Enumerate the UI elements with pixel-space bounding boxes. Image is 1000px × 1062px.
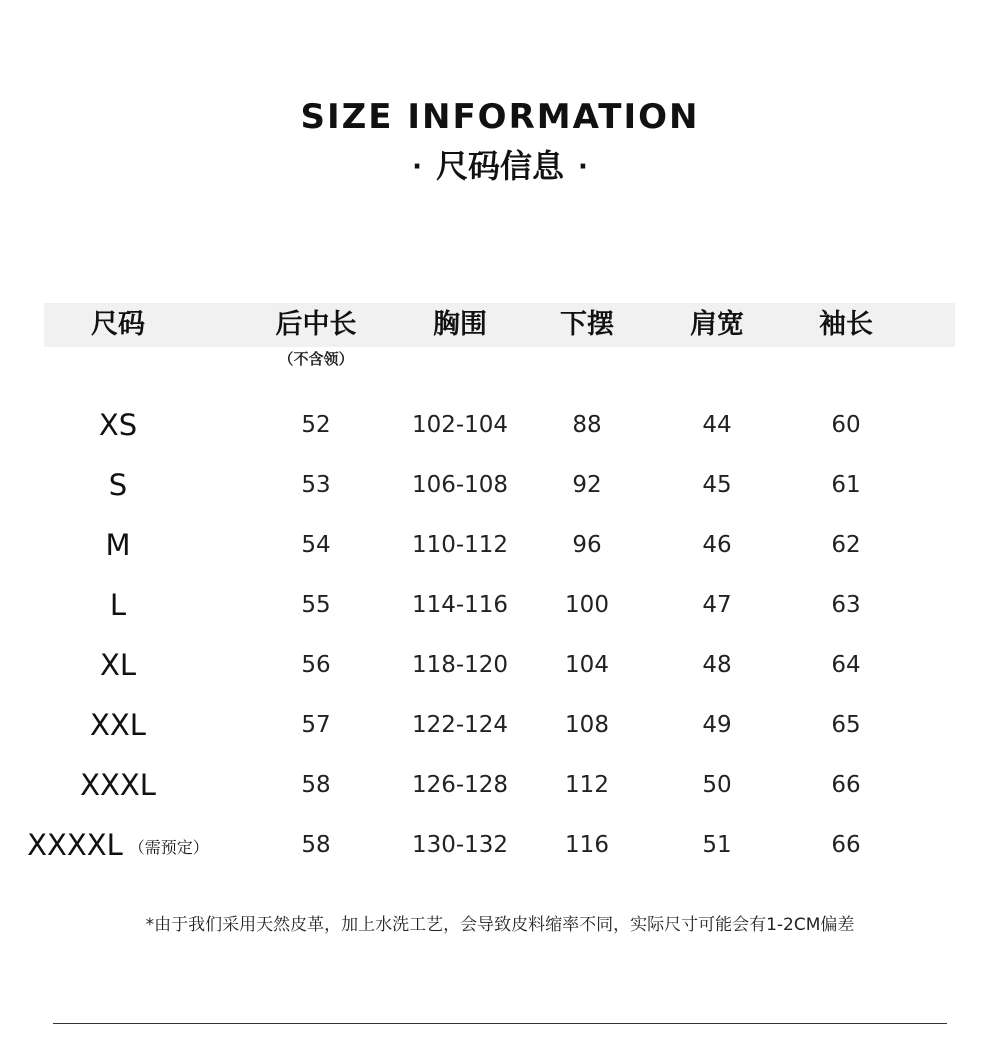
table-row	[0, 765, 1000, 805]
shoulder-cell: 50	[702, 772, 732, 798]
footnote: *由于我们采用天然皮革，加上水洗工艺，会导致皮料缩率不同，实际尺寸可能会有1-2CM偏差	[145, 915, 855, 935]
hem-cell: 96	[572, 532, 602, 558]
table-row	[0, 405, 1000, 445]
size-cell	[90, 705, 146, 745]
sleeve-cell: 63	[831, 592, 861, 618]
size-cell	[80, 765, 156, 805]
sleeve-cell: 62	[831, 532, 861, 558]
back-length-cell: 58	[301, 772, 331, 798]
back-length-cell: 57	[301, 712, 331, 738]
size-note: （需预定）	[128, 838, 209, 857]
size-cell	[105, 525, 130, 565]
column-header-back-length: 后中长	[275, 309, 357, 340]
page-title-cn-text: 尺码信息	[435, 147, 564, 185]
back-length-cell: 52	[301, 412, 331, 438]
sleeve-cell: 60	[831, 412, 861, 438]
chest-cell: 130-132	[411, 832, 509, 858]
chest-cell: 106-108	[411, 472, 509, 498]
chest-cell: 102-104	[411, 412, 509, 438]
page-title-en: SIZE INFORMATION	[300, 97, 700, 137]
chest-cell: 122-124	[411, 712, 509, 738]
size-cell	[27, 825, 209, 865]
chest-cell: 118-120	[411, 652, 509, 678]
sleeve-cell: 64	[831, 652, 861, 678]
size-cell	[99, 405, 137, 445]
size-label: S	[108, 468, 128, 502]
column-header-subnote: （不含领）	[278, 350, 354, 368]
size-label: XS	[98, 408, 138, 442]
size-cell	[109, 465, 127, 505]
hem-cell: 100	[565, 592, 609, 618]
sleeve-cell: 65	[831, 712, 861, 738]
back-length-cell: 58	[301, 832, 331, 858]
hem-cell: 88	[572, 412, 602, 438]
column-header-chest: 胸围	[433, 309, 487, 340]
size-label: XXXL	[80, 768, 156, 802]
size-label: XL	[99, 648, 137, 682]
table-row	[0, 585, 1000, 625]
hem-cell: 116	[565, 832, 609, 858]
chest-cell: 114-116	[411, 592, 509, 618]
hem-cell: 92	[572, 472, 602, 498]
table-row	[0, 705, 1000, 745]
column-header-shoulder: 肩宽	[690, 309, 744, 340]
column-header-sleeve: 袖长	[819, 309, 873, 340]
shoulder-cell: 45	[702, 472, 732, 498]
shoulder-cell: 48	[702, 652, 732, 678]
chest-cell: 110-112	[411, 532, 509, 558]
table-row	[0, 825, 1000, 865]
shoulder-cell: 47	[702, 592, 732, 618]
size-cell	[110, 585, 126, 625]
size-cell	[100, 645, 136, 685]
shoulder-cell: 51	[702, 832, 732, 858]
table-row	[0, 645, 1000, 685]
bottom-divider	[53, 1023, 947, 1024]
page-title-cn	[0, 144, 1000, 189]
shoulder-cell: 44	[702, 412, 732, 438]
size-label: L	[109, 588, 127, 622]
size-label: XXL	[90, 708, 146, 742]
title-dot-right: ·	[578, 152, 588, 182]
shoulder-cell: 46	[702, 532, 732, 558]
back-length-cell: 56	[301, 652, 331, 678]
sleeve-cell: 61	[831, 472, 861, 498]
column-header-hem: 下摆	[560, 309, 614, 340]
hem-cell: 104	[565, 652, 609, 678]
hem-cell: 112	[565, 772, 609, 798]
back-length-cell: 53	[301, 472, 331, 498]
size-label: XXXXL	[27, 828, 123, 862]
column-header-size: 尺码	[91, 309, 145, 340]
sleeve-cell: 66	[831, 832, 861, 858]
hem-cell: 108	[565, 712, 609, 738]
table-row	[0, 525, 1000, 565]
size-label: M	[105, 528, 131, 562]
chest-cell: 126-128	[411, 772, 509, 798]
title-dot-left: ·	[412, 152, 422, 182]
table-row	[0, 465, 1000, 505]
back-length-cell: 54	[301, 532, 331, 558]
shoulder-cell: 49	[702, 712, 732, 738]
sleeve-cell: 66	[831, 772, 861, 798]
back-length-cell: 55	[301, 592, 331, 618]
